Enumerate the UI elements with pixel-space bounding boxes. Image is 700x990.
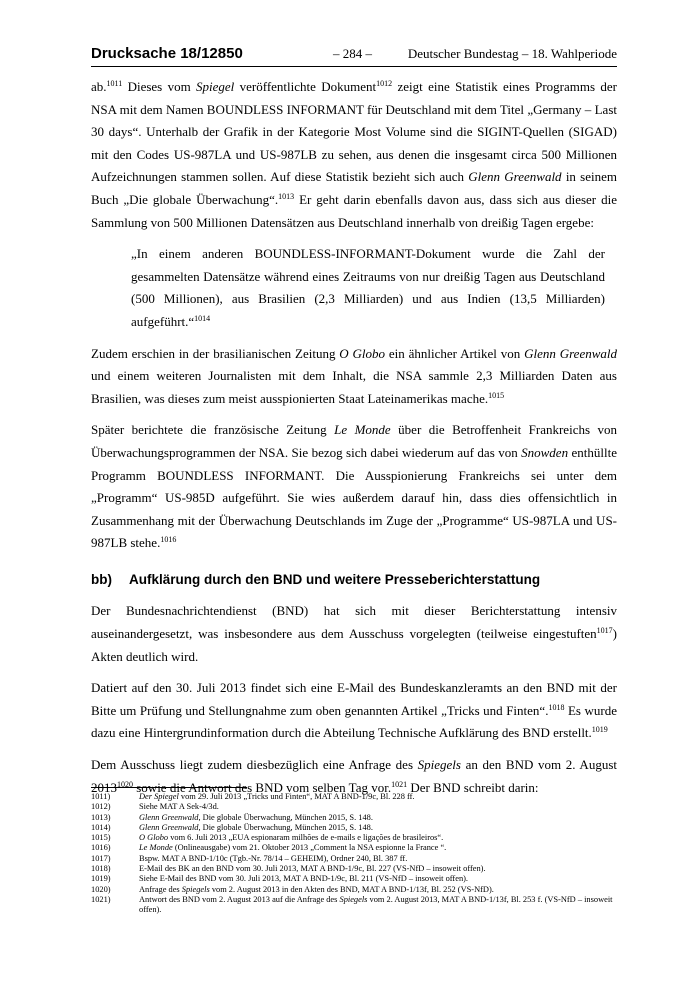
footnote-ref: 1013 xyxy=(278,191,295,201)
footnote: 1011) Der Spiegel vom 29. Juli 2013 „Tricks und Finten“, MAT A BND-1/9c, Bl. 228 ff. xyxy=(91,792,415,801)
footnote-ref: 1017 xyxy=(596,626,613,636)
footnote: 1020) Anfrage des Spiegels vom 2. August 2013 in den Akten des BND, MAT A BND-1/13f, Bl. 252 (VS-NfD). xyxy=(91,884,494,894)
document-number: Drucksache 18/12850 xyxy=(91,45,243,62)
footnote: 1016) Le Monde (Onlineausgabe) vom 21. Oktober 2013 „Comment la NSA espionne la France “. xyxy=(91,843,447,853)
footnotes xyxy=(91,792,617,916)
paragraph-2: Zudem erschien in der brasilianischen Zeitung O Globo ein ähnlicher Artikel von Glenn Greenwald und einem weiteren Journalisten mit dem Inhalt, die NSA sammle 2,3 Milliarden Daten aus Brasilien, was dieses zum meist ausspionierten Staat Lateinamerikas mache.$^{1015}$ xyxy=(91,345,617,406)
block-quote: „In einem anderen BOUNDLESS-INFORMANT-Dokument wurde die Zahl der gesammelten Datensätze während eines Zeitraums von nur dreißig Tagen aus Deutschland (500 Millionen), aus Brasilien (2,3 Milliarden) und aus Indien (13,5 Milliarden) aufgeführt.“$^{1014}$ xyxy=(131,246,605,329)
paragraph-5: Datiert auf den 30. Juli 2013 findet sich eine E-Mail des Bundeskanzleramts an den BND mit der Bitte um Prüfung und Stellungnahme zum oben genannten Artikel „Tricks und Finten“.$^{1018}$ Es wurde dazu eine Hintergrundinformation durch die Abteilung Technische Aufklärung des BND erstellt.$^{1019}$ xyxy=(91,680,617,741)
footnote: 1015) O Globo vom 6. Juli 2013 „EUA espionaram milhões de e-mails e ligações de brasileiros“. xyxy=(91,833,444,843)
section-heading: bb) Aufklärung durch den BND und weitere Presseberichterstattung xyxy=(91,571,541,587)
publisher-period: Deutscher Bundestag – 18. Wahlperiode xyxy=(407,46,617,61)
paragraph-3: Später berichtete die französische Zeitung Le Monde über die Betroffenheit Frankreichs von Überwachungsprogrammen der NSA. Sie bezog sich dabei wiederum auf das von Snowden enthüllte Programm BOUNDLESS INFORMANT. Die Ausspionierung Frankreichs sei unter dem „Programm“ US-985D aufgeführt. Sie wies außerdem darauf hin, dass dies offensichtlich in Zusammenhang mit der Überwachung Deutschlands im Zuge der „Programme“ US-987LA und US-987LB stehe.$^{1016}$ xyxy=(91,422,617,551)
page-number: – 284 – xyxy=(333,46,372,61)
footnote-ref: 1015 xyxy=(488,390,505,400)
footnote: 1012) Siehe MAT A Sek-4/3d. xyxy=(91,802,219,812)
footnote: 1021) Antwort des BND vom 2. August 2013 auf die Anfrage des Spiegels vom 2. August 2013, MAT A BND-1/13f, Bl. 253 f. (VS-NfD – insoweit offen). xyxy=(91,894,613,915)
footnote: 1017) Bspw. MAT A BND-1/10c (Tgb.-Nr. 78/14 – GEHEIM), Ordner 240, Bl. 387 ff. xyxy=(91,853,408,863)
footnote-ref: 1016 xyxy=(160,535,177,545)
footnote-divider xyxy=(91,787,247,788)
footnote: 1013) Glenn Greenwald, Die globale Überwachung, München 2015, S. 148. xyxy=(91,812,373,822)
page-header xyxy=(91,44,617,67)
footnote: 1019) Siehe E-Mail des BND vom 30. Juli 2013, MAT A BND-1/9c, Bl. 211 (VS-NfD – insoweit offen). xyxy=(91,874,469,884)
footnote-ref: 1014 xyxy=(194,313,211,323)
footnote-ref: 1021 xyxy=(391,779,408,789)
footnote-ref: 1020 xyxy=(117,779,133,789)
paragraph-4: Der Bundesnachrichtendienst (BND) hat sich mit dieser Berichterstattung intensiv auseinandergesetzt, was insbesondere aus dem Ausschuss vorgelegten (teilweise eingestuften$^{1017}$) Akten deutlich wird. xyxy=(91,603,617,664)
paragraph-1: ab.$^{1011}$ Dieses vom Spiegel veröffentlichte Dokument$^{1012}$ zeigt eine Statistik eines Programms der NSA mit dem Namen BOUNDLESS INFORMANT für Deutschland mit dem Titel „Germany – Last 30 days“. Unterhalb der Grafik in der Kategorie Most Volume sind die SIGINT-Quellen (SIGAD) mit den Codes US-987LA und US-987LB zu sehen, aus denen die insgesamt circa 500 Millionen Aufzeichnungen stammen sollen. Auf diese Statistik bezieht sich auch Glenn Greenwald in seinem Buch „Die globale Überwachung“.$^{1013}$ Er geht darin ebenfalls davon aus, dass sich aus dieser die Sammlung von 500 Millionen Datensätzen aus Deutschland innerhalb von dreißig Tagen ergebe: xyxy=(91,79,617,230)
footnote: 1018) E-Mail des BK an den BND vom 30. Juli 2013, MAT A BND-1/9c, Bl. 227 (VS-NfD – insoweit offen). xyxy=(91,864,486,874)
main-text xyxy=(91,76,617,808)
paragraph-6: Dem Ausschuss liegt zudem diesbezüglich eine Anfrage des Spiegels an den BND vom 2. August $2013^{1020}$ sowie die Antwort des BND vom selben Tag vor.$^{1021}$ Der BND schreibt darin: xyxy=(91,757,617,795)
footnote: 1014) Glenn Greenwald, Die globale Überwachung, München 2015, S. 148. xyxy=(91,822,373,832)
footnote-ref: 1012 xyxy=(376,79,393,88)
footnote-ref: 1018 xyxy=(548,702,565,712)
footnote-ref: 1019 xyxy=(591,725,608,735)
footnote-ref: 1011 xyxy=(106,79,123,88)
